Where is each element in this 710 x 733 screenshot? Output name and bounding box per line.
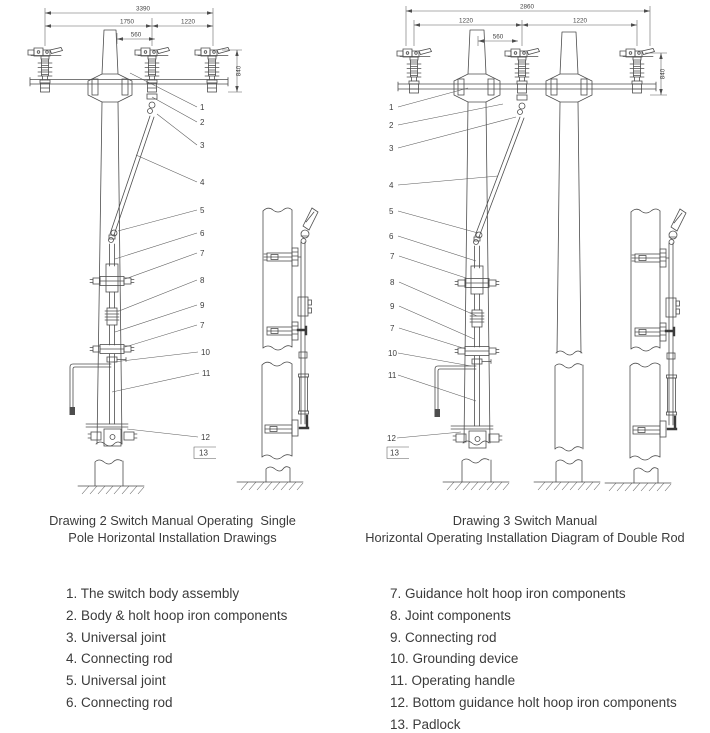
part-label: 7 <box>390 324 395 333</box>
part-label: 7 <box>200 321 205 330</box>
ground-line <box>78 486 144 494</box>
part-label: 12 <box>201 433 210 442</box>
part-label: 8 <box>390 278 395 287</box>
ground-line <box>534 482 600 490</box>
part-label: 12 <box>387 434 396 443</box>
switch-assembly <box>620 49 655 94</box>
dim-offset-560: 560 <box>130 31 142 39</box>
left-drawing <box>28 6 318 495</box>
part-label: 13 <box>199 448 208 458</box>
dim-span-1220a: 1220 <box>458 17 474 25</box>
legend-item: 12. Bottom guidance holt hoop iron components <box>390 694 677 710</box>
part-label: 7 <box>200 249 205 258</box>
legend-item: 10. Grounding device <box>390 651 519 667</box>
legend-item: 8. Joint components <box>390 607 511 623</box>
caption-line: Drawing 3 Switch Manual <box>452 513 598 528</box>
part-label: 6 <box>200 229 205 238</box>
switch-assembly <box>135 48 170 93</box>
part-label: 7 <box>390 252 395 261</box>
switch-assembly <box>195 48 230 93</box>
part-label: 11 <box>202 369 211 378</box>
operating-mechanism <box>70 230 138 446</box>
switch-assembly <box>505 49 540 94</box>
part-label: 11 <box>388 371 397 380</box>
part-label: 10 <box>388 349 397 358</box>
legend-item: 11. Operating handle <box>390 673 516 689</box>
legend-left-column <box>66 583 287 714</box>
legend-item: 5. Universal joint <box>66 673 166 689</box>
right-part-labels <box>387 88 516 459</box>
part-label: 13 <box>390 448 399 458</box>
dim-total-left: 3390 <box>135 5 151 13</box>
left-part-labels <box>112 73 216 459</box>
dim-offset-560: 560 <box>492 33 504 41</box>
right-drawing <box>387 4 686 492</box>
dim-height-840: 840 <box>659 68 667 80</box>
caption-line: Drawing 2 Switch Manual Operating Single <box>49 513 296 528</box>
dim-total-right: 2860 <box>519 3 535 11</box>
legend-item: 2. Body & holt hoop iron components <box>66 607 288 623</box>
part-label: 4 <box>200 178 205 187</box>
legend-item: 1. The switch body assembly <box>66 586 240 601</box>
part-label: 3 <box>389 144 394 153</box>
switch-assembly <box>397 49 432 94</box>
part-label: 6 <box>389 232 394 241</box>
legend-right-column <box>390 583 677 733</box>
part-label: 8 <box>200 276 205 285</box>
detail-view <box>605 209 686 491</box>
left-pole <box>88 30 132 486</box>
left-linkage <box>110 94 157 235</box>
part-label: 2 <box>389 121 394 130</box>
part-label: 2 <box>200 118 205 127</box>
legend-item: 13. Padlock <box>390 716 461 732</box>
legend-item: 6. Connecting rod <box>66 694 173 710</box>
part-label: 5 <box>200 206 205 215</box>
dim-span-1750: 1750 <box>119 18 135 26</box>
legend-item: 3. Universal joint <box>66 629 166 645</box>
legend-item: 9. Connecting rod <box>390 629 497 645</box>
caption-line: Horizontal Operating Installation Diagram of Double Rod <box>365 530 685 545</box>
dim-height-840: 840 <box>235 65 243 77</box>
left-drawing-caption <box>0 512 345 546</box>
right-pole-2 <box>546 32 592 482</box>
left-crossarm <box>30 78 228 87</box>
right-drawing-caption <box>340 512 710 546</box>
part-label: 4 <box>389 181 394 190</box>
operating-mechanism <box>435 232 503 448</box>
dim-span-1220: 1220 <box>180 18 196 26</box>
part-label: 9 <box>200 301 205 310</box>
left-dimension-lines <box>45 6 243 93</box>
switch-assembly <box>28 48 63 93</box>
part-label: 5 <box>389 207 394 216</box>
part-label: 10 <box>201 348 210 357</box>
part-label: 3 <box>200 141 205 150</box>
right-linkage <box>475 95 527 237</box>
part-label: 9 <box>390 302 395 311</box>
legend-item: 7. Guidance holt hoop iron components <box>390 586 626 601</box>
part-label: 1 <box>200 103 205 112</box>
legend-item: 4. Connecting rod <box>66 651 173 667</box>
part-label: 1 <box>389 103 394 112</box>
detail-view <box>237 208 318 490</box>
caption-line: Pole Horizontal Installation Drawings <box>68 530 277 545</box>
dim-span-1220b: 1220 <box>572 17 588 25</box>
ground-line <box>443 482 509 490</box>
